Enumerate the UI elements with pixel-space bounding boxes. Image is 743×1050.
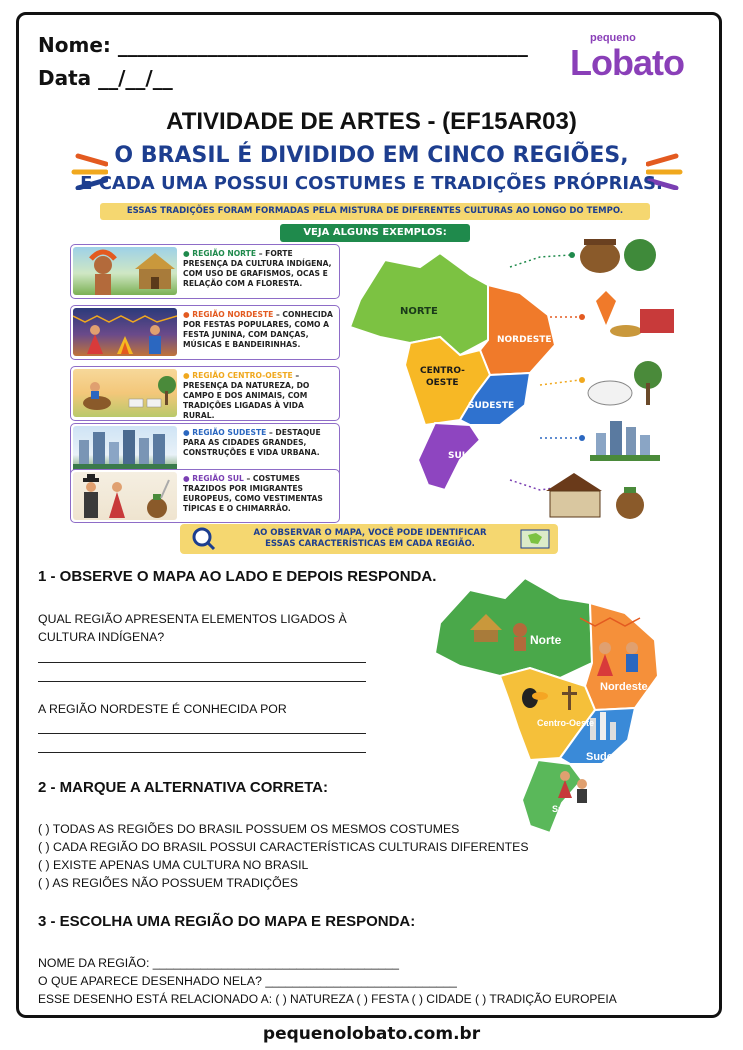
answer-line[interactable] <box>38 752 366 753</box>
illustrated-label-sul: Sul <box>552 804 567 814</box>
name-field-label: Nome: _________________________________________ <box>38 33 528 57</box>
date-field-label: Data __/__/__ <box>38 66 173 90</box>
option-checkbox[interactable]: ( ) EXISTE APENAS UMA CULTURA NO BRASIL <box>38 858 309 872</box>
page-title: ATIVIDADE DE ARTES - (EF15AR03) <box>166 108 577 135</box>
region-name: REGIÃO NORDESTE <box>192 310 274 319</box>
map-label-norte: NORTE <box>400 306 438 317</box>
region-name: REGIÃO SUL <box>192 474 244 483</box>
european-tradition-picture <box>73 472 177 520</box>
magnifier-icon <box>190 527 216 551</box>
illustrated-brazil-map <box>430 568 660 838</box>
region-description: – PRESENÇA DA NATUREZA, DO CAMPO E DOS ANIMAIS, COM TRADIÇÕES LIGADAS À VIDA RURAL. <box>183 371 310 420</box>
answer-line[interactable] <box>38 733 366 734</box>
site-footer: pequenolobato.com.br <box>262 1024 481 1044</box>
question-1b-text: A REGIÃO NORDESTE É CONHECIDA POR <box>38 702 287 716</box>
illustrated-label-nordeste: Nordeste <box>600 681 648 693</box>
illustrated-label-norte: Norte <box>530 633 562 647</box>
map-label-nordeste: NORDESTE <box>497 335 552 345</box>
region-name: REGIÃO CENTRO-OESTE <box>192 371 293 380</box>
map-label-centro-oeste: CENTRO- <box>420 366 465 376</box>
logo-big-text: Lobato <box>570 42 684 83</box>
region-description: – CONHECIDA POR FESTAS POPULARES, COMO A FESTA JUNINA, COM DANÇAS, MÚSICAS E BANDEIRINHAS. <box>183 310 333 349</box>
banner-heading-line2: E CADA UMA POSSUI COSTUMES E TRADIÇÕES PRÓPRIAS. <box>80 173 663 194</box>
region-name: REGIÃO SUDESTE <box>192 428 267 437</box>
map-region-norte <box>350 253 488 355</box>
city-skyline-picture <box>73 426 177 474</box>
option-checkbox[interactable]: ( ) CADA REGIÃO DO BRASIL POSSUI CARACTERÍSTICAS CULTURAIS DIFERENTES <box>38 840 529 854</box>
map-label-sul: SUL <box>448 451 468 461</box>
examples-label: VEJA ALGUNS EXEMPLOS: <box>280 224 470 242</box>
rural-scene-picture <box>73 369 177 417</box>
map-label-sudeste: SUDESTE <box>468 401 515 411</box>
traditions-strip: ESSAS TRADIÇÕES FORAM FORMADAS PELA MISTURA DE DIFERENTES CULTURAS AO LONGO DO TEMPO. <box>100 203 650 220</box>
question-2-heading: 2 - MARQUE A ALTERNATIVA CORRETA: <box>38 779 328 796</box>
map-label-centro-oeste-2: OESTE <box>426 378 459 388</box>
indigenous-scene-picture <box>73 247 177 295</box>
region-description: – COSTUMES TRAZIDOS POR IMIGRANTES EUROPEUS, COMO VESTIMENTAS TÍPICAS E O CHIMARRÃO. <box>183 474 323 513</box>
illustrated-label-centro-oeste: Centro-Oeste <box>537 718 595 728</box>
region-card-sul: ● REGIÃO SUL – COSTUMES TRAZIDOS POR IMIGRANTES EUROPEUS, COMO VESTIMENTAS TÍPICAS E O CHIMARRÃO. <box>70 469 340 523</box>
question-1a-line2: CULTURA INDÍGENA? <box>38 630 165 644</box>
observe-line2: ESSAS CARACTERÍSTICAS EM CADA REGIÃO. <box>265 539 475 549</box>
region-name: REGIÃO NORTE <box>192 249 257 258</box>
illustrated-region-sul <box>522 760 582 833</box>
answer-line[interactable] <box>38 681 366 682</box>
drawing-field[interactable]: O QUE APARECE DESENHADO NELA? ____________________________ <box>38 974 457 988</box>
region-card-norte: ● REGIÃO NORTE – FORTE PRESENÇA DA CULTURA INDÍGENA, COM USO DE GRAFISMOS, OCAS E RELAÇÃO COM A FLORESTA. <box>70 244 340 299</box>
illustrated-region-nordeste <box>585 603 658 710</box>
answer-line[interactable] <box>38 662 366 663</box>
illustrated-label-sudeste: Sudeste <box>586 751 629 763</box>
region-icons-column <box>500 235 710 525</box>
question-1a-line1: QUAL REGIÃO APRESENTA ELEMENTOS LIGADOS À <box>38 612 347 626</box>
banner-heading-line1: O BRASIL É DIVIDIDO EM CINCO REGIÕES, <box>114 143 629 168</box>
region-description: – FORTE PRESENÇA DA CULTURA INDÍGENA, COM USO DE GRAFISMOS, OCAS E RELAÇÃO COM A FLORESTA. <box>183 249 332 288</box>
relation-options[interactable]: ESSE DESENHO ESTÁ RELACIONADO A: ( ) NATUREZA ( ) FESTA ( ) CIDADE ( ) TRADIÇÃO EUROPEIA <box>38 992 617 1006</box>
region-card-nordeste: ● REGIÃO NORDESTE – CONHECIDA POR FESTAS POPULARES, COMO A FESTA JUNINA, COM DANÇAS, MÚSICAS E BANDEIRINHAS. <box>70 305 340 360</box>
region-description: – DESTAQUE PARA AS CIDADES GRANDES, CONSTRUÇÕES E VIDA URBANA. <box>183 428 321 457</box>
option-checkbox[interactable]: ( ) AS REGIÕES NÃO POSSUEM TRADIÇÕES <box>38 876 299 890</box>
question-3-heading: 3 - ESCOLHA UMA REGIÃO DO MAPA E RESPONDA: <box>38 913 416 930</box>
logo-small-text: pequeno <box>590 32 636 44</box>
region-card-centro-oeste: ● REGIÃO CENTRO-OESTE – PRESENÇA DA NATUREZA, DO CAMPO E DOS ANIMAIS, COM TRADIÇÕES LIGADAS À VIDA RURAL. <box>70 366 340 421</box>
question-1-heading: 1 - OBSERVE O MAPA AO LADO E DEPOIS RESPONDA. <box>38 568 437 585</box>
region-name-field[interactable]: NOME DA REGIÃO: ____________________________________ <box>38 956 399 970</box>
region-card-sudeste: ● REGIÃO SUDESTE – DESTAQUE PARA AS CIDADES GRANDES, CONSTRUÇÕES E VIDA URBANA. <box>70 423 340 478</box>
observe-line1: AO OBSERVAR O MAPA, VOCÊ PODE IDENTIFICAR <box>253 528 487 538</box>
observe-note <box>180 524 558 554</box>
map-icon <box>520 529 550 549</box>
option-checkbox[interactable]: ( ) TODAS AS REGIÕES DO BRASIL POSSUEM OS MESMOS COSTUMES <box>38 822 460 836</box>
brand-logo <box>570 32 710 87</box>
festa-junina-picture <box>73 308 177 356</box>
